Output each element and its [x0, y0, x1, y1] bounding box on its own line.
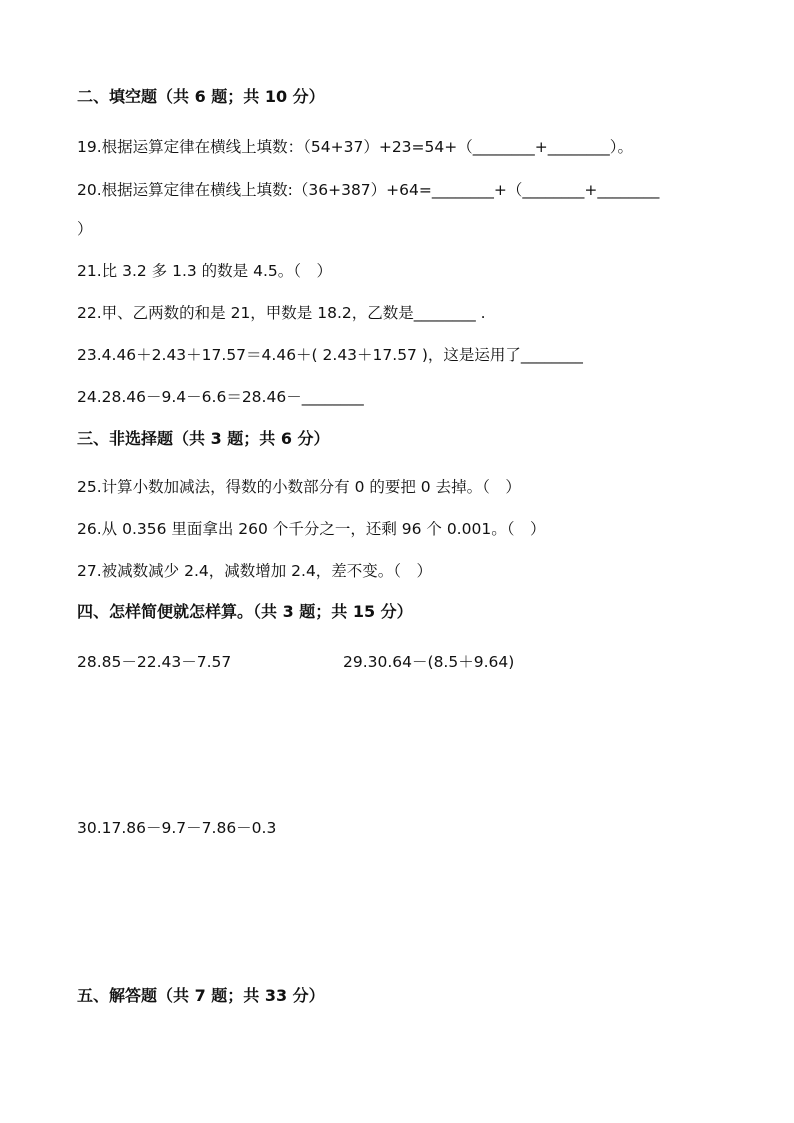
- question-20-continued: ）: [77, 220, 93, 238]
- question-29: 29.30.64－(8.5＋9.64): [343, 653, 515, 671]
- question-20: 20.根据运算定律在横线上填数:（36+387）+64=________+（________+________: [77, 181, 660, 199]
- section-heading-4: 四、怎样简便就怎样算。（共 3 题；共 15 分）: [77, 602, 413, 621]
- question-21: 21.比 3.2 多 1.3 的数是 4.5。（ ）: [77, 262, 332, 280]
- section-heading-5: 五、解答题（共 7 题；共 33 分）: [77, 986, 325, 1005]
- question-26: 26.从 0.356 里面拿出 260 个千分之一，还剩 96 个 0.001。（ ）: [77, 520, 546, 538]
- question-24: 24.28.46－9.4－6.6＝28.46－________: [77, 388, 364, 406]
- question-30: 30.17.86－9.7－7.86－0.3: [77, 819, 277, 837]
- question-28: 28.85－22.43－7.57: [77, 653, 232, 671]
- question-22: 22.甲、乙两数的和是 21，甲数是 18.2，乙数是________ .: [77, 304, 486, 322]
- question-27: 27.被减数减少 2.4，减数增加 2.4，差不变。（ ）: [77, 562, 433, 580]
- section-heading-3: 三、非选择题（共 3 题；共 6 分）: [77, 429, 330, 448]
- question-19: 19.根据运算定律在横线上填数：（54+37）+23=54+（________+________）。: [77, 138, 633, 156]
- question-23: 23.4.46＋2.43＋17.57＝4.46＋( 2.43＋17.57 )，这是运用了________: [77, 346, 583, 364]
- question-25: 25.计算小数加减法，得数的小数部分有 0 的要把 0 去掉。（ ）: [77, 478, 521, 496]
- section-heading-2: 二、填空题（共 6 题；共 10 分）: [77, 87, 325, 106]
